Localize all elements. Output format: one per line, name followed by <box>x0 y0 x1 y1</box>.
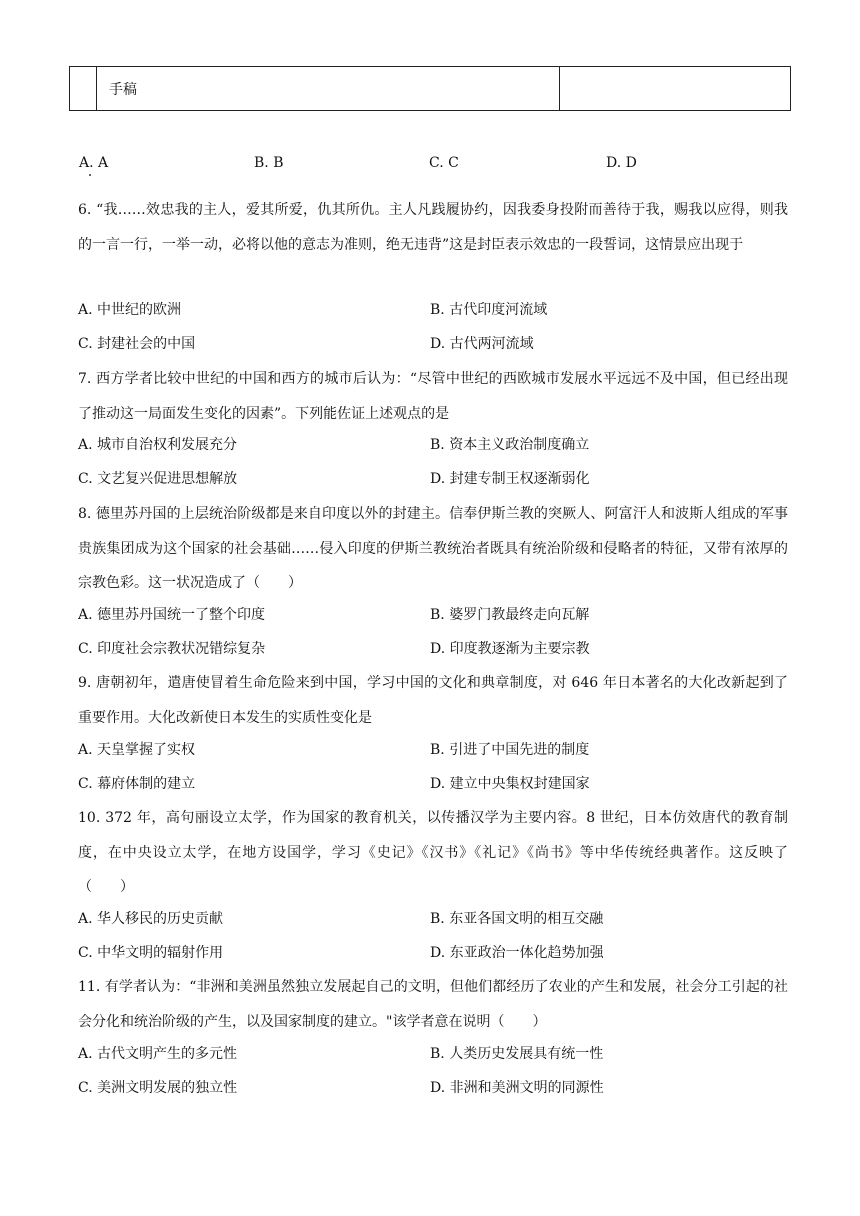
question-text: 10. 372 年，高句丽设立太学，作为国家的教育机关，以传播汉学为主要内容。8 世纪，日本仿效唐代的教育制度，在中央设立太学，在地方设国学，学习《史记》《汉书》《礼记》《尚书》等中华传统经典著作。这反映了（ ） <box>78 810 788 895</box>
question-text: 11. 有学者认为：“非洲和美洲虽然独立发展起自己的文明，但他们都经历了农业的产生和发展，社会分工引起的社会分化和统治阶级的产生，以及国家制度的建立。"该学者意在说明（ ） <box>78 979 788 1030</box>
q7-option-b[interactable]: B. 资本主义政治制度确立 <box>430 437 590 453</box>
q11-option-b[interactable]: B. 人类历史发展具有统一性 <box>430 1046 604 1062</box>
q7-option-d[interactable]: D. 封建专制王权逐渐弱化 <box>430 471 590 487</box>
q10-option-a[interactable]: A. 华人移民的历史贡献 <box>78 911 224 927</box>
q9-options-row1 <box>78 733 788 767</box>
q6-stem <box>78 193 788 262</box>
q5-option-c[interactable]: C. C <box>429 155 459 171</box>
q8-options-row1 <box>78 598 788 632</box>
q7-stem <box>78 362 788 431</box>
q7-option-c[interactable]: C. 文艺复兴促进思想解放 <box>78 471 238 487</box>
q8-option-b[interactable]: B. 婆罗门教最终走向瓦解 <box>430 607 590 623</box>
q10-option-d[interactable]: D. 东亚政治一体化趋势加强 <box>430 945 604 961</box>
q11-option-d[interactable]: D. 非洲和美洲文明的同源性 <box>430 1080 604 1096</box>
q10-options-row1 <box>78 902 788 936</box>
q10-option-c[interactable]: C. 中华文明的辐射作用 <box>78 945 224 961</box>
q6-options-row2 <box>78 327 788 361</box>
q6-option-a[interactable]: A. 中世纪的欧洲 <box>78 302 182 318</box>
q8-option-c[interactable]: C. 印度社会宗教状况错综复杂 <box>78 641 266 657</box>
q6-option-d[interactable]: D. 古代两河流域 <box>430 336 534 352</box>
q11-option-a[interactable]: A. 古代文明产生的多元性 <box>78 1046 238 1062</box>
q7-options-row1 <box>78 428 788 462</box>
q8-stem <box>78 497 788 601</box>
q7-options-row2 <box>78 462 788 496</box>
table-cell-index <box>70 67 97 110</box>
q8-option-a[interactable]: A. 德里苏丹国统一了整个印度 <box>78 607 266 623</box>
q9-options-row2 <box>78 767 788 801</box>
q6-option-c[interactable]: C. 封建社会的中国 <box>78 336 196 352</box>
marker-dot <box>89 174 91 176</box>
q9-option-a[interactable]: A. 天皇掌握了实权 <box>78 742 196 758</box>
q8-options-row2 <box>78 632 788 666</box>
q6-options-row1 <box>78 293 788 327</box>
table-cell-text <box>97 67 560 110</box>
q11-stem <box>78 970 788 1039</box>
q9-option-d[interactable]: D. 建立中央集权封建国家 <box>430 776 590 792</box>
q9-stem <box>78 666 788 735</box>
q5-option-b[interactable]: B. B <box>254 155 284 171</box>
table-cell-label: 手稿 <box>109 81 137 98</box>
q10-stem <box>78 801 788 905</box>
q7-option-a[interactable]: A. 城市自治权利发展充分 <box>78 437 238 453</box>
q11-options-row2 <box>78 1071 788 1105</box>
q10-option-b[interactable]: B. 东亚各国文明的相互交融 <box>430 911 604 927</box>
q9-option-c[interactable]: C. 幕府体制的建立 <box>78 776 196 792</box>
q6-option-b[interactable]: B. 古代印度河流域 <box>430 302 548 318</box>
q10-options-row2 <box>78 936 788 970</box>
question-text: 7. 西方学者比较中世纪的中国和西方的城市后认为：“尽管中世纪的西欧城市发展水平远远不及中国，但已经出现了推动这一局面发生变化的因素”。下列能佐证上述观点的是 <box>78 371 788 422</box>
table-cell-empty <box>560 67 790 110</box>
q8-option-d[interactable]: D. 印度教逐渐为主要宗教 <box>430 641 590 657</box>
question-text: 6. “我……效忠我的主人，爱其所爱，仇其所仇。主人凡践履协约，因我委身投附而善待于我，赐我以应得，则我的一言一行，一举一动，必将以他的意志为准则，绝无违背”这是封臣表示效忠的一段誓词，这情景应出现于 <box>78 202 788 253</box>
question-text: 8. 德里苏丹国的上层统治阶级都是来自印度以外的封建主。信奉伊斯兰教的突厥人、阿富汗人和波斯人组成的军事贵族集团成为这个国家的社会基础……侵入印度的伊斯兰教统治者既具有统治阶级和侵略者的特征，又带有浓厚的宗教色彩。这一状况造成了（ ） <box>78 506 788 591</box>
q11-option-c[interactable]: C. 美洲文明发展的独立性 <box>78 1080 238 1096</box>
q5-option-a[interactable]: A. A <box>79 155 109 171</box>
q9-option-b[interactable]: B. 引进了中国先进的制度 <box>430 742 590 758</box>
question-text: 9. 唐朝初年，遣唐使冒着生命危险来到中国，学习中国的文化和典章制度，对 646 年日本著名的大化改新起到了重要作用。大化改新使日本发生的实质性变化是 <box>78 675 788 726</box>
q5-option-d[interactable]: D. D <box>606 155 637 171</box>
q5-options <box>79 155 779 175</box>
q11-options-row1 <box>78 1037 788 1071</box>
table-fragment <box>69 66 791 111</box>
